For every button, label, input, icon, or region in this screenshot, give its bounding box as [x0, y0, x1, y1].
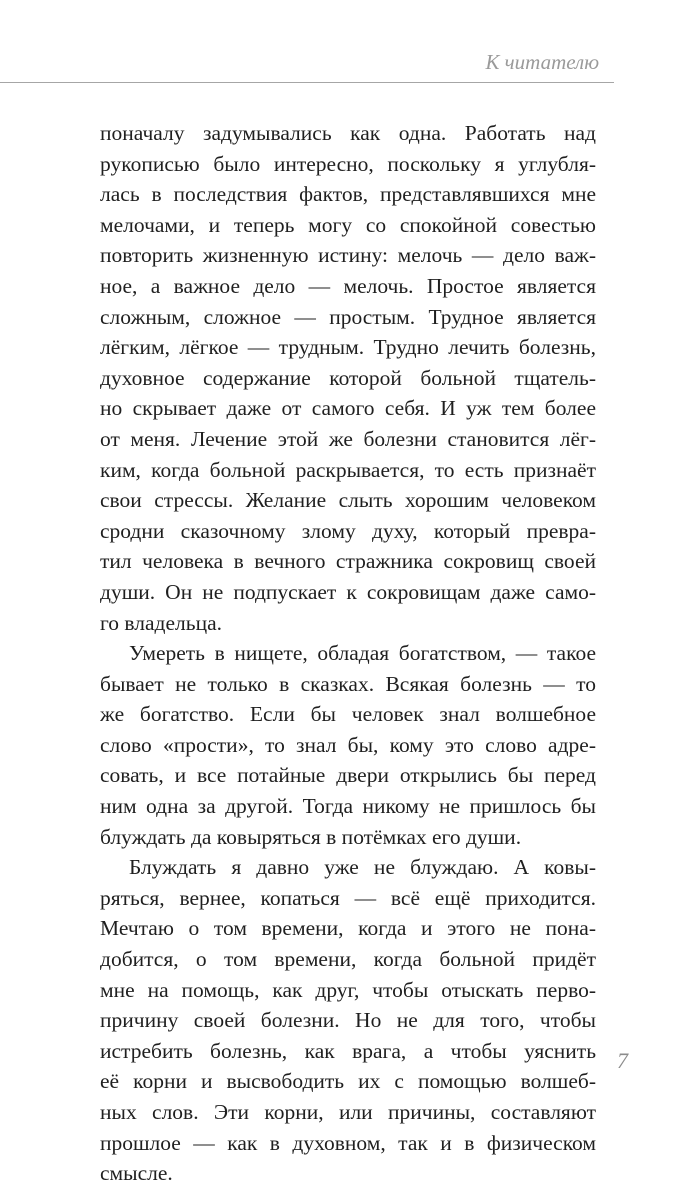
text-line: тил человека в вечного стражника сокровищ своей — [100, 549, 596, 574]
text-line: сложным, сложное — простым. Трудное является — [100, 304, 596, 329]
text-line: свои стрессы. Желание слыть хорошим человеком — [100, 488, 596, 513]
text-line: Мечтаю о том времени, когда и этого не пона- — [100, 916, 596, 941]
text-line: истребить болезнь, как врага, а чтобы уяснить — [100, 1038, 596, 1063]
text-line: повторить жизненную истину: мелочь — дело важ- — [100, 243, 596, 268]
text-line: рукописью было интересно, поскольку я углубля- — [100, 151, 596, 176]
text-line: души. Он не подпускает к сокровищам даже само- — [100, 579, 596, 604]
running-head: К читателю — [485, 50, 599, 74]
text-line: ных слов. Эти корни, или причины, составляют — [100, 1100, 596, 1124]
text-line: поначалу задумывались как одна. Работать над — [100, 121, 596, 145]
text-line: ряться, вернее, копаться — всё ещё приходится. — [100, 885, 596, 910]
text-line: прошлое — как в духовном, так и в физическом — [100, 1130, 596, 1155]
text-line: ним одна за другой. Тогда никому не пришлось бы — [100, 794, 596, 819]
text-line: бывает не только в сказках. Всякая болезнь — то — [100, 671, 596, 696]
body-text — [100, 118, 596, 1189]
text-line: лась в последствия фактов, представлявшихся мне — [100, 182, 596, 207]
text-line: го владельца. — [100, 610, 222, 635]
text-line: мне на помощь, как друг, чтобы отыскать перво- — [100, 977, 596, 1002]
text-line: совать, и все потайные двери открылись бы перед — [100, 763, 596, 788]
text-line: же богатство. Если бы человек знал волшебное — [100, 702, 596, 727]
text-line: блуждать да ковыряться в потёмках его души. — [100, 824, 522, 849]
text-line: духовное содержание которой больной тщатель- — [100, 365, 596, 390]
text-line: ким, когда больной раскрывается, то есть признаёт — [100, 457, 596, 482]
text-line: смысле. — [100, 1161, 173, 1186]
text-line: мелочами, и теперь могу со спокойной совестью — [100, 212, 596, 237]
text-line: её корни и высвободить их с помощью волшеб- — [100, 1069, 596, 1094]
text-line: добится, о том времени, когда больной придёт — [100, 947, 596, 972]
text-line: но скрывает даже от самого себя. И уж тем более — [100, 396, 596, 421]
header-rule — [0, 82, 614, 83]
page-number: 7 — [617, 1048, 628, 1073]
text-line: причину своей болезни. Но не для того, чтобы — [100, 1008, 596, 1033]
text-line: лёгким, лёгкое — трудным. Трудно лечить болезнь, — [100, 335, 596, 360]
text-line: слово «прости», то знал бы, кому это слово адре- — [100, 732, 596, 757]
text-line: сродни сказочному злому духу, который преврa- — [100, 518, 596, 543]
text-line: от меня. Лечение этой же болезни становится лёг- — [100, 426, 596, 451]
text-line: ное, а важное дело — мелочь. Простое является — [100, 273, 596, 298]
text-line: Умереть в нищете, обладая богатством, — такое — [129, 641, 596, 666]
text-line: Блуждать я давно уже не блуждаю. А ковы- — [129, 855, 596, 880]
